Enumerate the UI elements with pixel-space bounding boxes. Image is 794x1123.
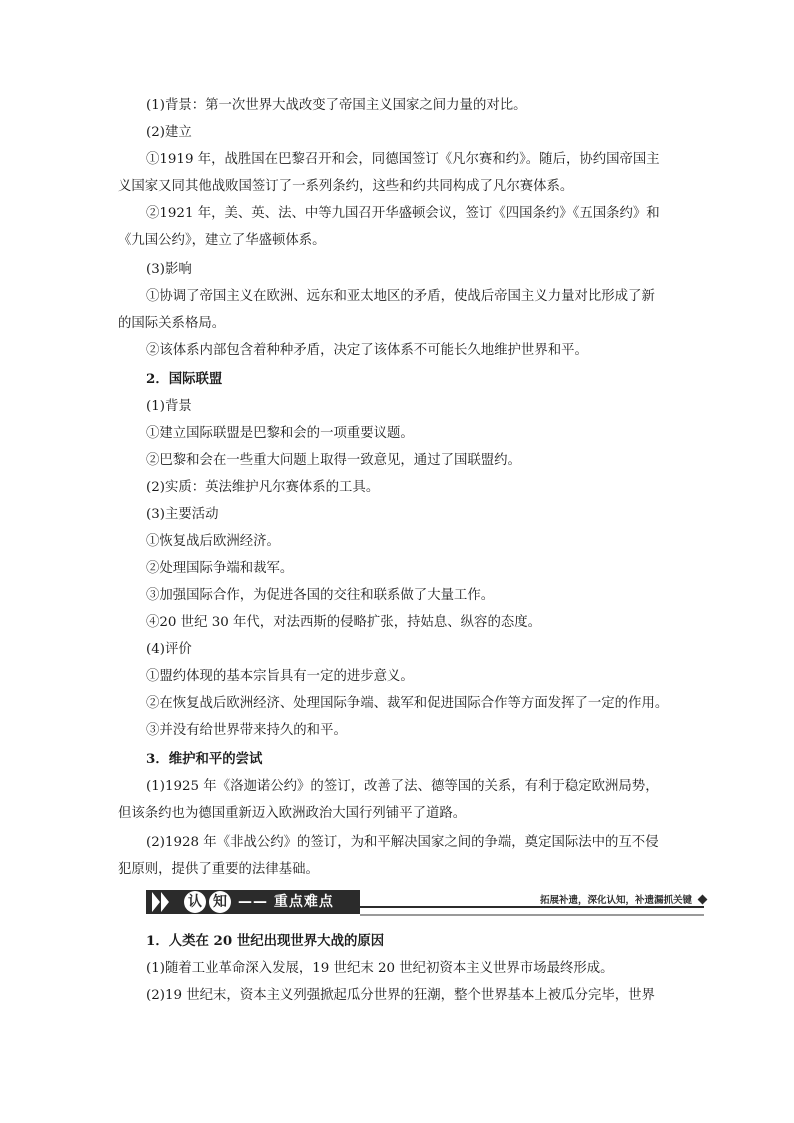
text-line: ③加强国际合作，为促进各国的交往和联系做了大量工作。 — [146, 588, 495, 603]
text-line: 但该条约也为德国重新迈入欧洲政治大国行列铺平了道路。 — [118, 806, 467, 821]
text-line: ②巴黎和会在一些重大问题上取得一致意见，通过了国联盟约。 — [146, 453, 521, 468]
text-line: ②在恢复战后欧洲经济、处理国际争端、裁军和促进国际合作等方面发挥了一定的作用。 — [146, 696, 669, 711]
chevron-right-icon — [161, 892, 169, 912]
text-line: 的国际关系格局。 — [118, 316, 226, 331]
text-line: ③并没有给世界带来持久的和平。 — [146, 723, 347, 738]
text-line: (2)1928 年《非战公约》的签订，为和平解决国家之间的争端，奠定国际法中的互不侵 — [146, 835, 659, 850]
text-line: ②该体系内部包含着种种矛盾，决定了该体系不可能长久地维护世界和平。 — [146, 343, 588, 358]
banner-badge: 知 — [209, 891, 231, 913]
text-line: (2)19 世纪末，资本主义列强掀起瓜分世界的狂潮，整个世界基本上被瓜分完毕，世界 — [146, 988, 655, 1003]
text-line: (2)实质：英法维护凡尔赛体系的工具。 — [146, 480, 380, 495]
section-heading: 2．国际联盟 — [146, 371, 223, 387]
banner-title: —— 重点难点 — [238, 894, 334, 910]
text-line: ①1919 年，战胜国在巴黎召开和会，同德国签订《凡尔赛和约》。随后，协约国帝国主 — [146, 152, 660, 167]
section-banner — [146, 890, 706, 918]
text-line: (4)评价 — [146, 642, 192, 657]
text-line: (1)背景 — [146, 399, 192, 414]
text-line: (1)背景：第一次世界大战改变了帝国主义国家之间力量的对比。 — [146, 98, 527, 113]
text-line: ①盟约体现的基本宗旨具有一定的进步意义。 — [146, 669, 414, 684]
diamond-icon — [698, 895, 708, 905]
section-heading: 1．人类在 20 世纪出现世界大战的原因 — [146, 933, 385, 949]
text-line: ①建立国际联盟是巴黎和会的一项重要议题。 — [146, 426, 414, 441]
text-line: (1)随着工业革命深入发展，19 世纪末 20 世纪初资本主义世界市场最终形成。 — [146, 961, 614, 976]
text-line: 犯原则，提供了重要的法律基础。 — [118, 862, 319, 877]
section-heading: 3．维护和平的尝试 — [146, 751, 263, 767]
text-line: (1)1925 年《洛迦诺公约》的签订，改善了法、德等国的关系，有利于稳定欧洲局势， — [146, 779, 659, 794]
text-line: ①协调了帝国主义在欧洲、远东和亚太地区的矛盾，使战后帝国主义力量对比形成了新 — [146, 289, 655, 304]
banner-badge: 认 — [184, 891, 206, 913]
text-line: (2)建立 — [146, 125, 192, 140]
text-line: (3)影响 — [146, 262, 192, 277]
text-line: ②1921 年，美、英、法、中等九国召开华盛顿会议，签订《四国条约》《五国条约》和 — [146, 206, 660, 221]
banner-subtitle: 拓展补遗，深化认知，补遗漏抓关键 — [539, 895, 692, 906]
chevron-right-icon — [152, 892, 160, 912]
text-line: 《九国公约》，建立了华盛顿体系。 — [118, 233, 326, 248]
text-line: ①恢复战后欧洲经济。 — [146, 534, 280, 549]
text-line: (3)主要活动 — [146, 507, 219, 522]
text-line: 义国家又同其他战败国签订了一系列条约，这些和约共同构成了凡尔赛体系。 — [118, 179, 574, 194]
text-line: ②处理国际争端和裁军。 — [146, 561, 294, 576]
divider — [360, 906, 704, 908]
text-line: ④20 世纪 30 年代，对法西斯的侵略扩张，持姑息、纵容的态度。 — [146, 615, 542, 630]
divider — [360, 914, 704, 916]
